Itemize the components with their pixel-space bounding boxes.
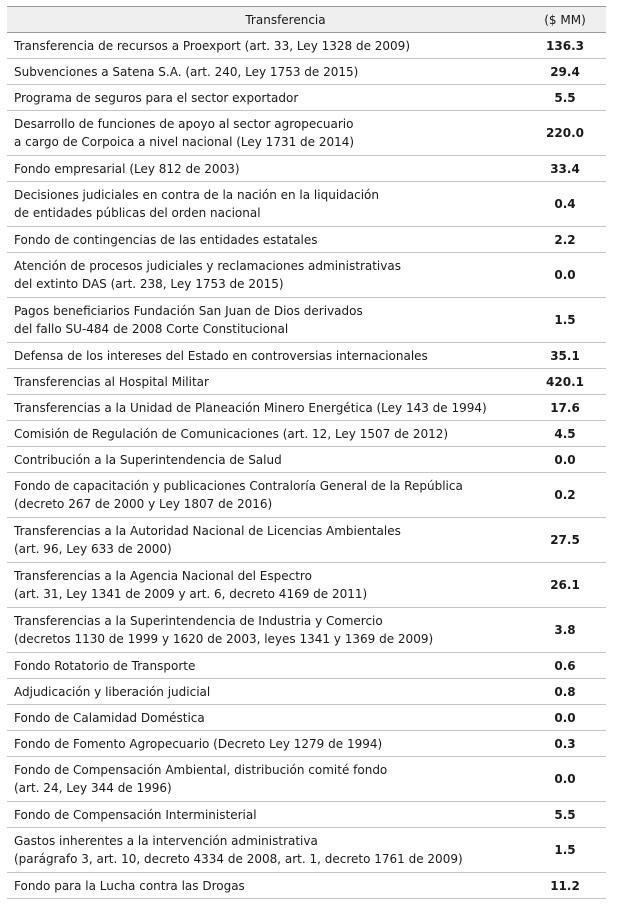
transfer-name — [7, 399, 524, 417]
transfer-name — [7, 657, 524, 675]
transfer-name-line: Comisión de Regulación de Comunicaciones (art. 12, Ley 1507 de 2012) — [14, 426, 449, 441]
transfer-name-line: Decisiones judiciales en contra de la nación en la liquidación — [14, 188, 379, 202]
transfer-name — [7, 567, 524, 603]
table-row — [7, 447, 606, 473]
transfer-table — [7, 6, 606, 899]
transfer-name — [7, 115, 524, 151]
transfer-name-line: Fondo de Fomento Agropecuario (Decreto Ley 1279 de 1994) — [14, 736, 383, 751]
table-row — [7, 421, 606, 447]
transfer-amount: 5.5 — [554, 90, 576, 105]
transfer-name — [7, 612, 524, 648]
transfer-amount: 17.6 — [550, 400, 580, 415]
table-row — [7, 679, 606, 705]
transfer-name — [7, 877, 524, 895]
transfer-name-line: Fondo de capacitación y publicaciones Contraloría General de la República — [14, 479, 463, 493]
transfer-name-line: Fondo para la Lucha contra las Drogas — [14, 878, 245, 893]
table-row — [7, 59, 606, 85]
table-row — [7, 369, 606, 395]
table-header — [7, 6, 606, 33]
table-row — [7, 653, 606, 679]
header-transfer: Transferencia — [245, 12, 326, 27]
transfer-amount: 0.4 — [554, 197, 576, 211]
transfer-name-line: Fondo empresarial (Ley 812 de 2003) — [14, 161, 240, 176]
transfer-name-line: Pagos beneficiarios Fundación San Juan de Dios derivados — [14, 304, 363, 318]
transfer-name — [7, 709, 524, 727]
transfer-amount: 0.3 — [554, 736, 576, 751]
transfer-name-line: (art. 96, Ley 633 de 2000) — [14, 542, 172, 556]
transfer-amount: 26.1 — [550, 578, 580, 592]
transfer-name-line: Transferencias a la Agencia Nacional del Espectro — [14, 569, 312, 583]
transfer-name-line: Subvenciones a Satena S.A. (art. 240, Ley 1753 de 2015) — [14, 64, 359, 79]
table-row — [7, 156, 606, 182]
transfer-name-line: Fondo Rotatorio de Transporte — [14, 658, 196, 673]
transfer-name — [7, 257, 524, 293]
table-row — [7, 608, 606, 653]
transfer-name-line: (decretos 1130 de 1999 y 1620 de 2003, leyes 1341 y 1369 de 2009) — [14, 632, 434, 646]
transfer-name-line: Programa de seguros para el sector exportador — [14, 90, 299, 105]
transfer-name-line: (decreto 267 de 2000 y Ley 1807 de 2016) — [14, 497, 273, 511]
header-amount: ($ MM) — [544, 12, 586, 27]
table-row — [7, 731, 606, 757]
transfer-name — [7, 832, 524, 868]
transfer-name — [7, 683, 524, 701]
transfer-amount: 4.5 — [554, 426, 576, 441]
transfer-name-line: del extinto DAS (art. 238, Ley 1753 de 2015) — [14, 277, 284, 291]
transfer-amount: 1.5 — [554, 313, 576, 327]
transfer-name-line: (parágrafo 3, art. 10, decreto 4334 de 2008, art. 1, decreto 1761 de 2009) — [14, 852, 463, 866]
table-row — [7, 227, 606, 253]
transfer-amount: 0.0 — [554, 710, 576, 725]
table-row — [7, 253, 606, 298]
table-row — [7, 518, 606, 563]
transfer-name-line: Fondo de Calamidad Doméstica — [14, 710, 205, 725]
transfer-name — [7, 425, 524, 443]
table-row — [7, 182, 606, 227]
transfer-name-line: Transferencias a la Autoridad Nacional de Licencias Ambientales — [14, 524, 401, 538]
transfer-amount: 33.4 — [550, 161, 580, 176]
transfer-amount: 29.4 — [550, 64, 580, 79]
transfer-amount: 420.1 — [546, 374, 584, 389]
transfer-name — [7, 373, 524, 391]
transfer-name-line: (art. 24, Ley 344 de 1996) — [14, 781, 172, 795]
table-row — [7, 828, 606, 873]
transfer-amount: 0.8 — [554, 684, 576, 699]
transfer-amount: 11.2 — [550, 878, 580, 893]
table-row — [7, 111, 606, 156]
transfer-name-line: de entidades públicas del orden nacional — [14, 206, 261, 220]
transfer-amount: 5.5 — [554, 807, 576, 822]
transfer-amount: 0.0 — [554, 268, 576, 282]
transfer-name — [7, 451, 524, 469]
transfer-name-line: del fallo SU-484 de 2008 Corte Constitucional — [14, 322, 289, 336]
transfer-name — [7, 347, 524, 365]
table-row — [7, 473, 606, 518]
table-row — [7, 343, 606, 369]
table-row — [7, 85, 606, 111]
transfer-name-line: Contribución a la Superintendencia de Salud — [14, 452, 282, 467]
transfer-amount: 0.0 — [554, 772, 576, 786]
transfer-name — [7, 63, 524, 81]
transfer-amount: 27.5 — [550, 533, 580, 547]
transfer-name — [7, 522, 524, 558]
transfer-name-line: Transferencias al Hospital Militar — [14, 374, 209, 389]
table-row — [7, 802, 606, 828]
transfer-name-line: Adjudicación y liberación judicial — [14, 684, 211, 699]
transfer-amount: 35.1 — [550, 348, 580, 363]
transfer-name-line: Transferencias a la Unidad de Planeación Minero Energética (Ley 143 de 1994) — [14, 400, 487, 415]
transfer-name — [7, 477, 524, 513]
transfer-name-line: Desarrollo de funciones de apoyo al sector agropecuario — [14, 117, 354, 131]
transfer-amount: 0.6 — [554, 658, 576, 673]
transfer-name — [7, 89, 524, 107]
transfer-name — [7, 302, 524, 338]
transfer-name — [7, 231, 524, 249]
transfer-amount: 220.0 — [546, 126, 584, 140]
transfer-amount: 1.5 — [554, 843, 576, 857]
transfer-name — [7, 735, 524, 753]
transfer-name — [7, 186, 524, 222]
transfer-name-line: Transferencia de recursos a Proexport (art. 33, Ley 1328 de 2009) — [14, 38, 410, 53]
transfer-name-line: Fondo de contingencias de las entidades estatales — [14, 232, 318, 247]
transfer-amount: 136.3 — [546, 38, 584, 53]
table-row — [7, 33, 606, 59]
table-row — [7, 873, 606, 899]
transfer-name-line: (art. 31, Ley 1341 de 2009 y art. 6, decreto 4169 de 2011) — [14, 587, 368, 601]
transfer-name-line: Atención de procesos judiciales y reclamaciones administrativas — [14, 259, 401, 273]
transfer-amount: 2.2 — [554, 232, 576, 247]
transfer-name-line: a cargo de Corpoica a nivel nacional (Ley 1731 de 2014) — [14, 135, 355, 149]
table-row — [7, 298, 606, 343]
transfer-name — [7, 806, 524, 824]
table-row — [7, 395, 606, 421]
transfer-name-line: Fondo de Compensación Ambiental, distribución comité fondo — [14, 763, 388, 777]
transfer-name-line: Gastos inherentes a la intervención administrativa — [14, 834, 318, 848]
table-row — [7, 757, 606, 802]
table-row — [7, 705, 606, 731]
transfer-name — [7, 761, 524, 797]
transfer-name-line: Transferencias a la Superintendencia de Industria y Comercio — [14, 614, 383, 628]
transfer-name-line: Fondo de Compensación Interministerial — [14, 807, 257, 822]
transfer-amount: 3.8 — [554, 623, 576, 637]
transfer-name — [7, 160, 524, 178]
transfer-name — [7, 37, 524, 55]
table-row — [7, 563, 606, 608]
transfer-amount: 0.2 — [554, 488, 576, 502]
table-body — [7, 33, 606, 899]
transfer-amount: 0.0 — [554, 452, 576, 467]
transfer-name-line: Defensa de los intereses del Estado en controversias internacionales — [14, 348, 428, 363]
